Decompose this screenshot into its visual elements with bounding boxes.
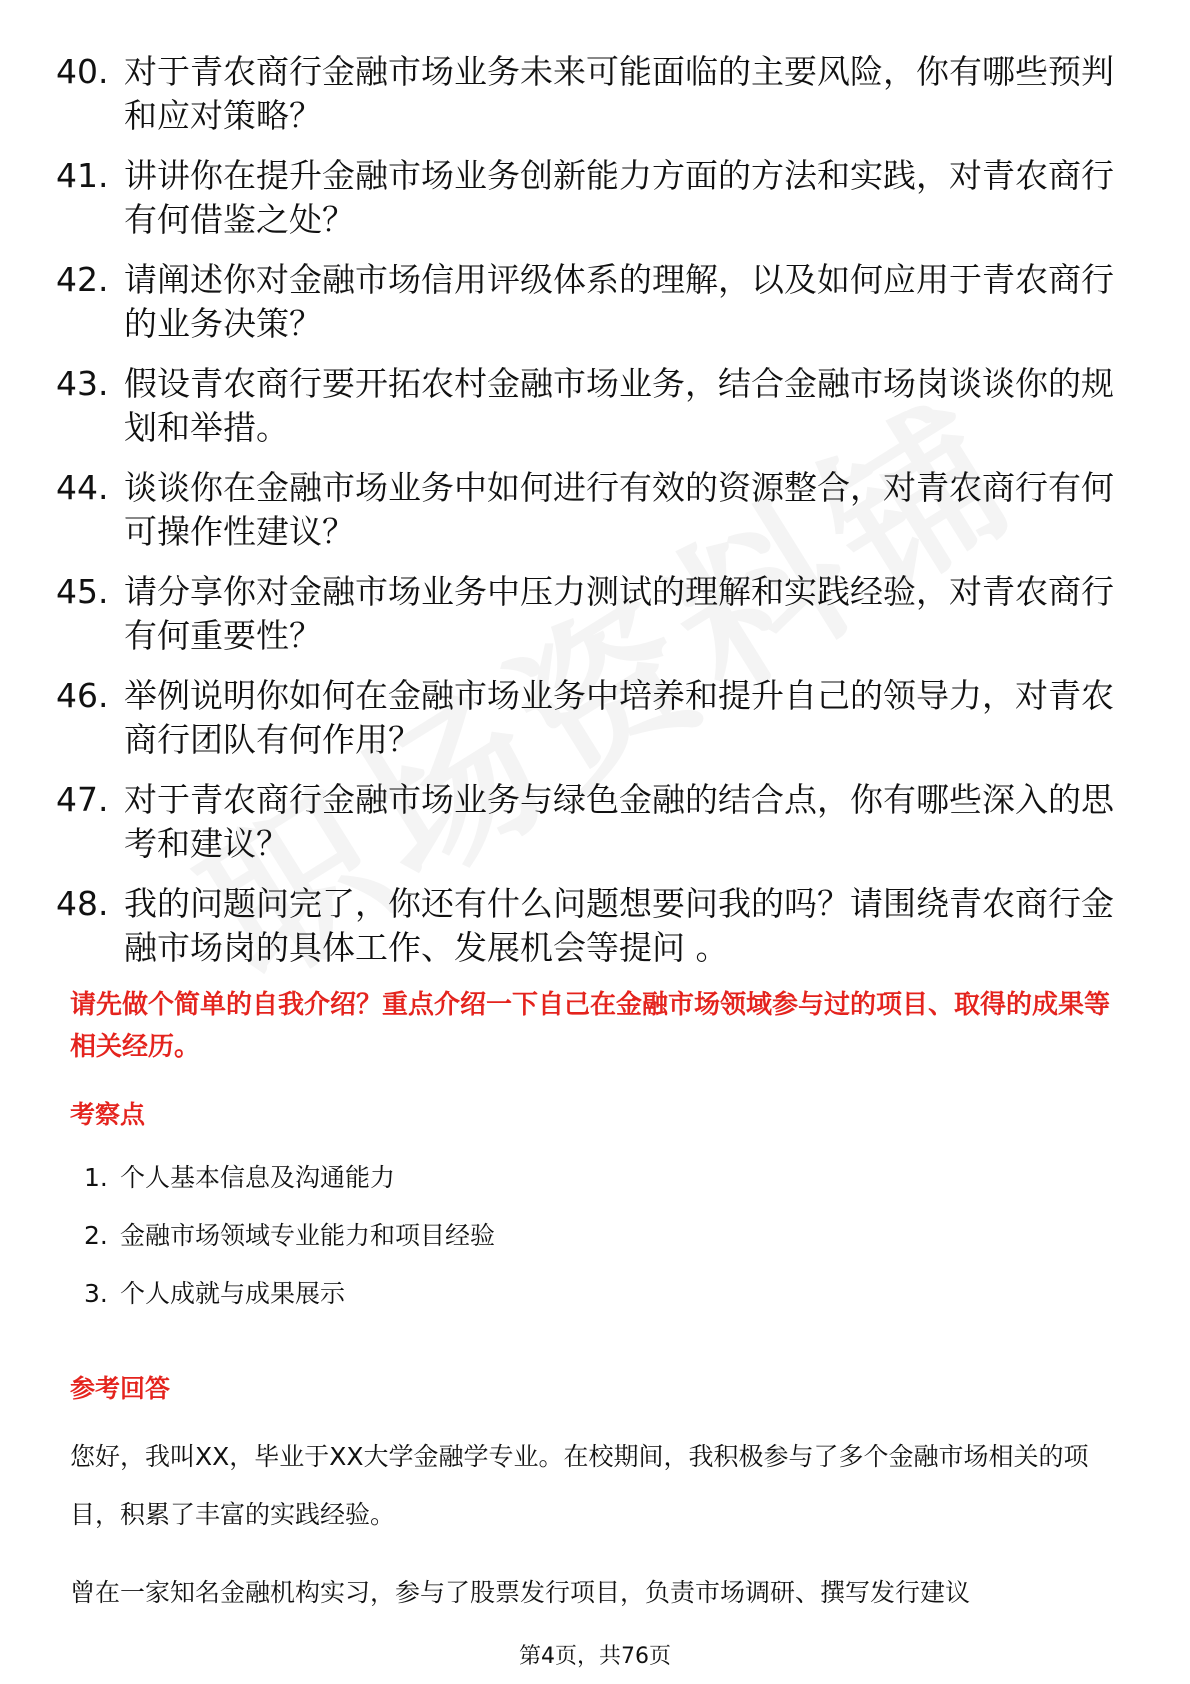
question-text: 对于青农商行金融市场业务与绿色金融的结合点，你有哪些深入的思考和建议？ (124, 780, 1114, 863)
focus-point-list (84, 1160, 495, 1334)
focus-point-text: 个人基本信息及沟通能力 (120, 1163, 396, 1192)
question-item (56, 362, 1126, 450)
question-item (56, 258, 1126, 346)
question-item (56, 674, 1126, 762)
answer-paragraph: 您好，我叫XX，毕业于XX大学金融学专业。在校期间，我积极参与了多个金融市场相关的项目，积累了丰富的实践经验。 (70, 1442, 1089, 1529)
question-text: 假设青农商行要开拓农村金融市场业务，结合金融市场岗谈谈你的规划和举措。 (124, 364, 1114, 447)
intro-question-heading: 请先做个简单的自我介绍？重点介绍一下自己在金融市场领域参与过的项目、取得的成果等相关经历。 (70, 990, 1111, 1062)
page-number-footer: 第4页，共76页 (519, 1644, 671, 1669)
question-number: 42. (56, 260, 109, 299)
question-text: 请分享你对金融市场业务中压力测试的理解和实践经验，对青农商行有何重要性？ (124, 572, 1114, 655)
question-number: 48. (56, 884, 109, 923)
question-item (56, 570, 1126, 658)
focus-point (84, 1160, 495, 1196)
question-number: 45. (56, 572, 109, 611)
question-number: 43. (56, 364, 109, 403)
question-text: 请阐述你对金融市场信用评级体系的理解，以及如何应用于青农商行的业务决策？ (124, 260, 1114, 343)
question-number: 40. (56, 52, 109, 91)
question-item (56, 154, 1126, 242)
question-list (56, 50, 1126, 986)
question-number: 44. (56, 468, 109, 507)
question-item (56, 50, 1126, 138)
question-text: 举例说明你如何在金融市场业务中培养和提升自己的领导力，对青农商行团队有何作用？ (124, 676, 1114, 759)
question-text: 对于青农商行金融市场业务未来可能面临的主要风险，你有哪些预判和应对策略？ (124, 52, 1114, 135)
focus-point-text: 金融市场领域专业能力和项目经验 (120, 1221, 496, 1250)
focus-point (84, 1218, 495, 1254)
question-text: 我的问题问完了，你还有什么问题想要问我的吗？请围绕青农商行金融市场岗的具体工作、发展机会等提问 。 (124, 884, 1114, 967)
focus-section-label: 考察点 (70, 1100, 146, 1129)
answer-paragraph: 曾在一家知名金融机构实习，参与了股票发行项目，负责市场调研、撰写发行建议 (70, 1578, 971, 1607)
question-item (56, 466, 1126, 554)
question-number: 41. (56, 156, 109, 195)
answer-section-label: 参考回答 (70, 1374, 171, 1403)
focus-point (84, 1276, 495, 1312)
focus-point-number: 2. (84, 1221, 108, 1250)
question-text: 谈谈你在金融市场业务中如何进行有效的资源整合，对青农商行有何可操作性建议？ (124, 468, 1114, 551)
focus-point-number: 3. (84, 1279, 108, 1308)
focus-point-number: 1. (84, 1163, 108, 1192)
question-text: 讲讲你在提升金融市场业务创新能力方面的方法和实践，对青农商行有何借鉴之处？ (124, 156, 1114, 239)
question-number: 46. (56, 676, 109, 715)
focus-point-text: 个人成就与成果展示 (120, 1279, 346, 1308)
question-item (56, 882, 1126, 970)
question-item (56, 778, 1126, 866)
question-number: 47. (56, 780, 109, 819)
